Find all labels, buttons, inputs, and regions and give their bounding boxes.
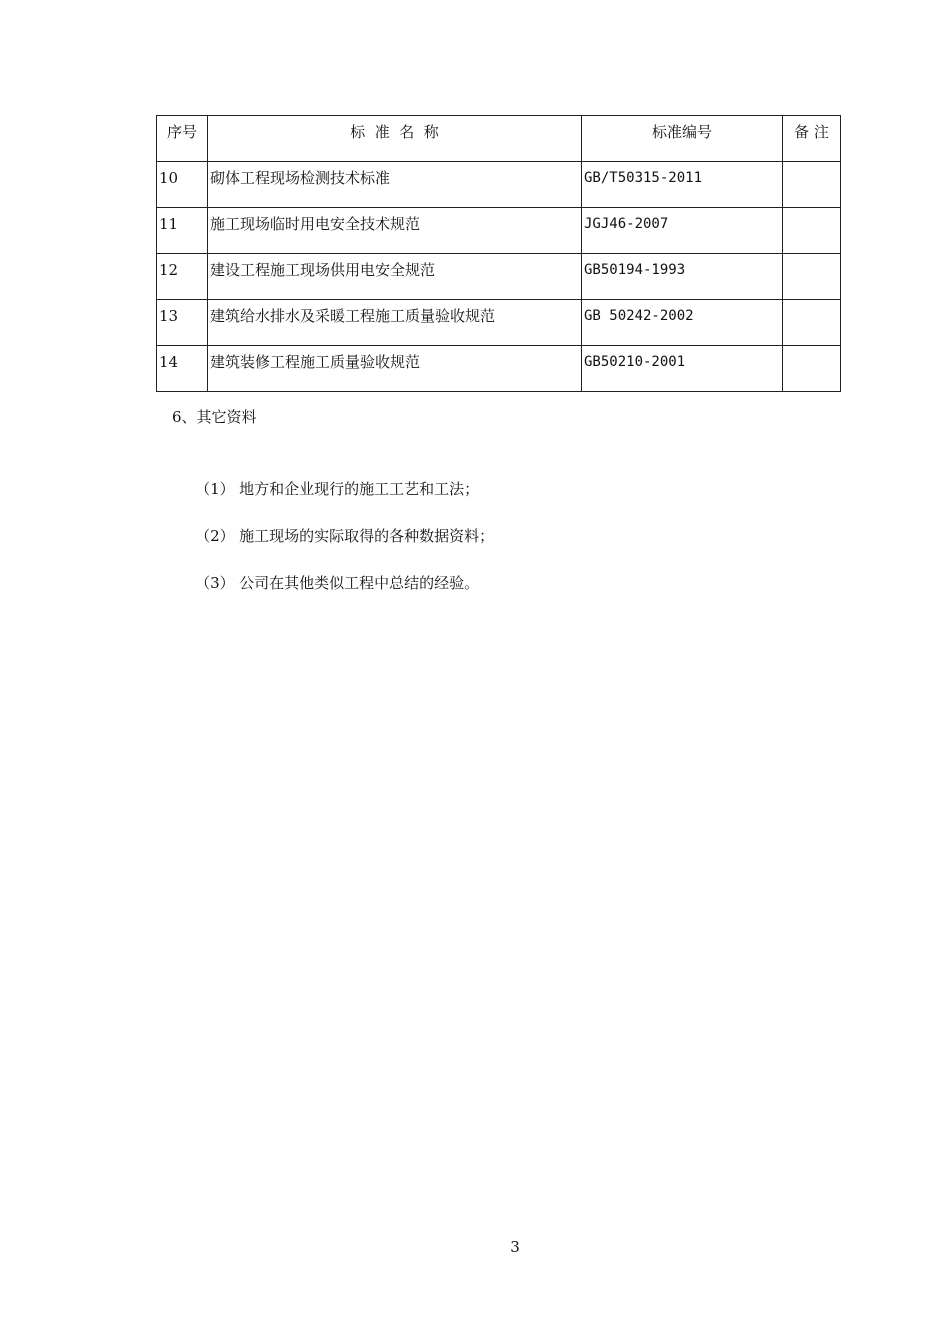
row-standard-code: GB50194-1993 bbox=[582, 254, 783, 300]
header-remark: 备 注 bbox=[783, 116, 841, 162]
table-row bbox=[157, 162, 841, 208]
table-row bbox=[157, 346, 841, 392]
row-serial-number: 10 bbox=[157, 162, 208, 208]
table-row bbox=[157, 300, 841, 346]
row-standard-name: 建筑装修工程施工质量验收规范 bbox=[208, 346, 582, 392]
row-standard-name: 建筑给水排水及采暖工程施工质量验收规范 bbox=[208, 300, 582, 346]
list-item-number: （3） bbox=[195, 574, 235, 592]
table-row bbox=[157, 208, 841, 254]
row-remark bbox=[783, 162, 841, 208]
list-item-text: 施工现场的实际取得的各种数据资料； bbox=[239, 527, 495, 545]
row-standard-name: 施工现场临时用电安全技术规范 bbox=[208, 208, 582, 254]
row-remark bbox=[783, 208, 841, 254]
section-heading-other-materials: 6、其它资料 bbox=[172, 408, 257, 426]
row-serial-number: 11 bbox=[157, 208, 208, 254]
row-remark bbox=[783, 346, 841, 392]
header-serial-number: 序号 bbox=[157, 116, 208, 162]
row-serial-number: 14 bbox=[157, 346, 208, 392]
row-standard-code: GB 50242-2002 bbox=[582, 300, 783, 346]
page-number: 3 bbox=[510, 1238, 520, 1256]
row-remark bbox=[783, 300, 841, 346]
header-standard-code: 标准编号 bbox=[582, 116, 783, 162]
list-item bbox=[176, 547, 479, 619]
row-standard-code: GB50210-2001 bbox=[582, 346, 783, 392]
row-serial-number: 13 bbox=[157, 300, 208, 346]
row-standard-code: JGJ46-2007 bbox=[582, 208, 783, 254]
standards-table bbox=[156, 115, 841, 392]
row-serial-number: 12 bbox=[157, 254, 208, 300]
header-standard-name: 标 准 名 称 bbox=[208, 116, 582, 162]
list-item-text: 公司在其他类似工程中总结的经验。 bbox=[239, 574, 480, 592]
table-row bbox=[157, 254, 841, 300]
list-item-number: （2） bbox=[195, 527, 235, 545]
row-remark bbox=[783, 254, 841, 300]
table-header-row bbox=[157, 116, 841, 162]
row-standard-name: 建设工程施工现场供用电安全规范 bbox=[208, 254, 582, 300]
list-item-text: 地方和企业现行的施工工艺和工法； bbox=[239, 480, 480, 498]
row-standard-code: GB/T50315-2011 bbox=[582, 162, 783, 208]
row-standard-name: 砌体工程现场检测技术标准 bbox=[208, 162, 582, 208]
list-item-number: （1） bbox=[195, 480, 235, 498]
